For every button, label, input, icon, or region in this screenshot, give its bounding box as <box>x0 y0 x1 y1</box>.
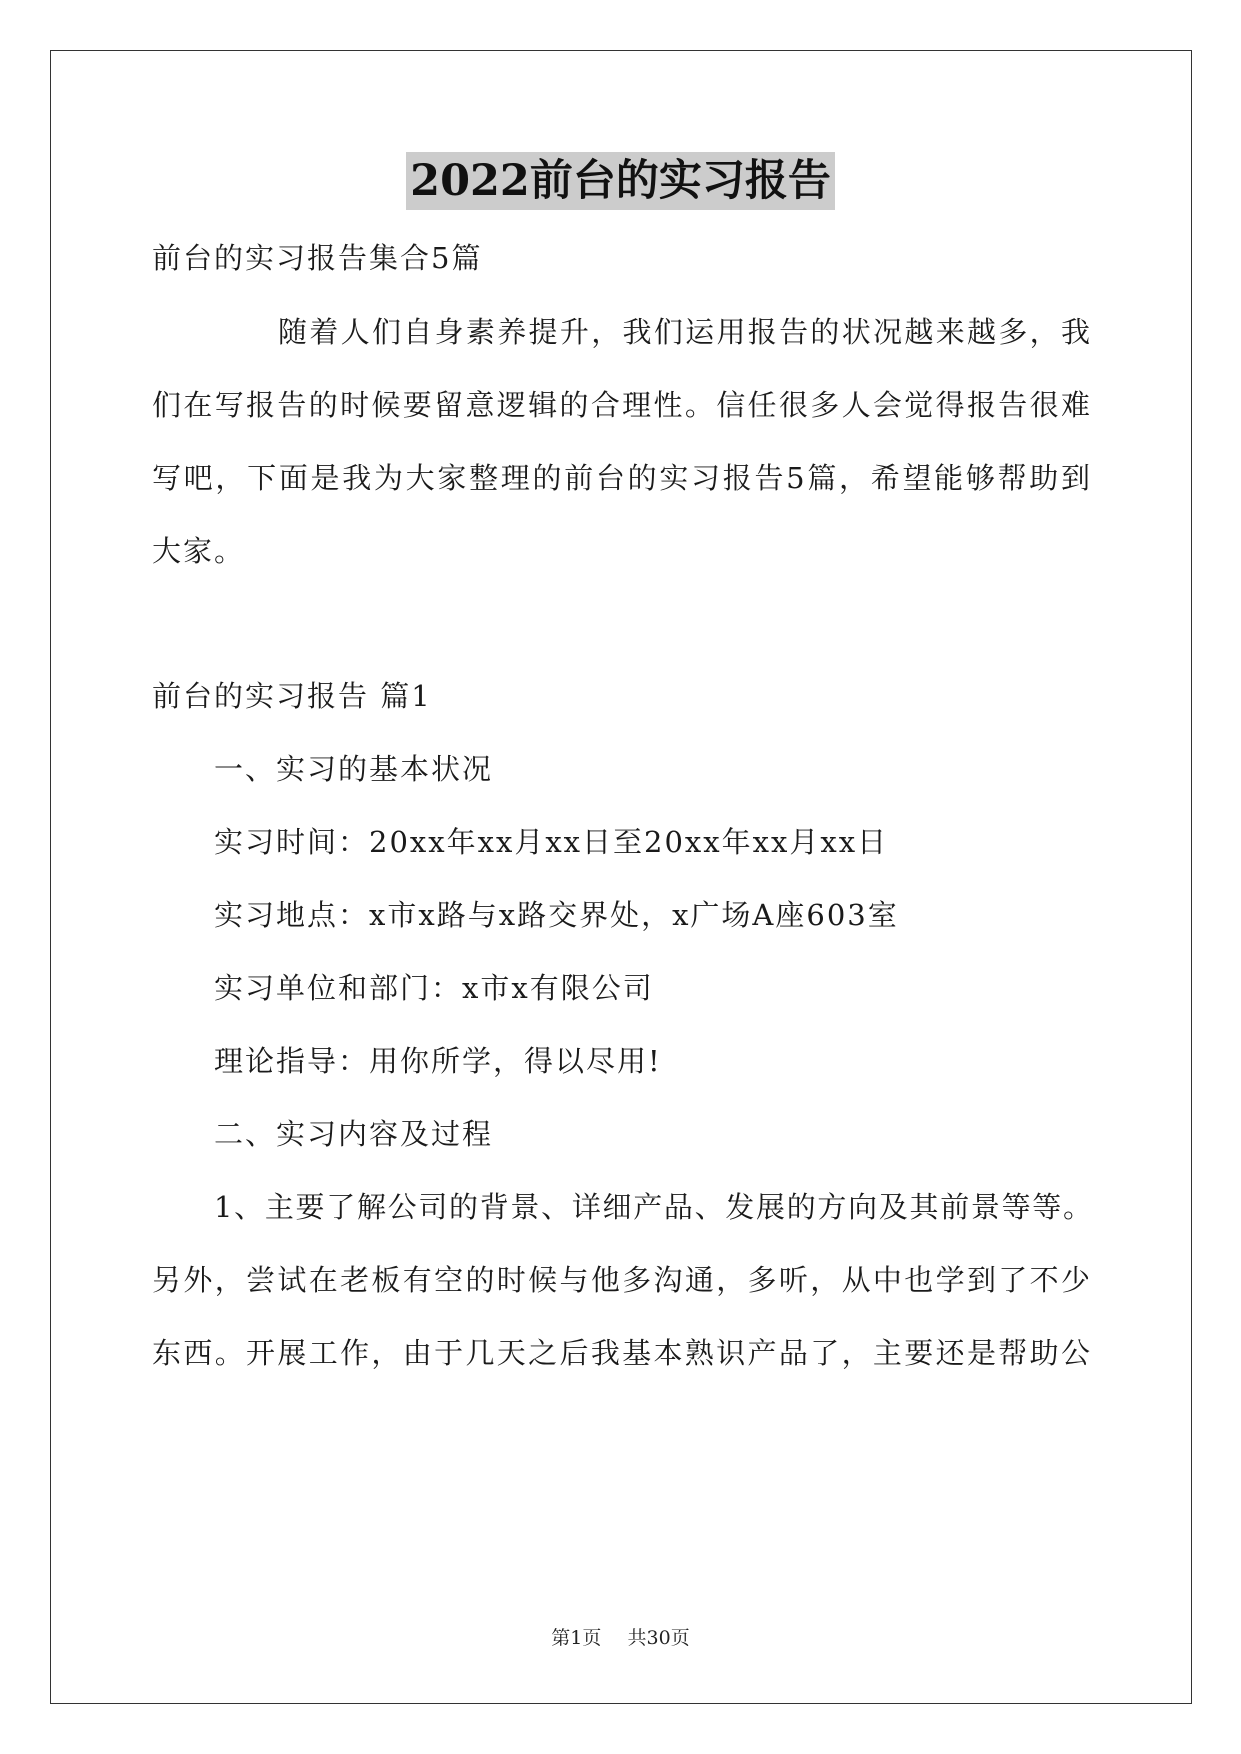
list-item: 实习单位和部门：x市x有限公司 <box>214 971 654 1005</box>
intro-line-2: 们在写报告的时候要留意逻辑的合理性。信任很多人会觉得报告很难 <box>152 388 1090 422</box>
page-footer <box>0 1625 1241 1651</box>
page-total: 共30页 <box>627 1627 690 1649</box>
page-border <box>50 50 1192 1704</box>
list-item: 二、实习内容及过程 <box>214 1117 494 1151</box>
body-line-1: 1、主要了解公司的背景、详细产品、发展的方向及其前景等等。 <box>214 1190 1092 1224</box>
intro-line-4: 大家。 <box>152 534 246 568</box>
list-item: 实习时间：20xx年xx月xx日至20xx年xx月xx日 <box>214 825 889 859</box>
list-item: 理论指导：用你所学，得以尽用! <box>214 1044 662 1078</box>
intro-line-3: 写吧，下面是我为大家整理的前台的实习报告5篇，希望能够帮助到 <box>152 461 1090 495</box>
document-subtitle: 前台的实习报告集合5篇 <box>152 241 483 275</box>
list-item: 实习地点：x市x路与x路交界处，x广场A座603室 <box>214 898 899 932</box>
title-container <box>0 152 1241 210</box>
page-number: 第1页 <box>551 1627 602 1649</box>
document-title: 2022前台的实习报告 <box>406 152 835 210</box>
body-line-2: 另外，尝试在老板有空的时候与他多沟通，多听，从中也学到了不少 <box>152 1263 1090 1297</box>
body-line-3: 东西。开展工作，由于几天之后我基本熟识产品了，主要还是帮助公 <box>152 1336 1090 1370</box>
section-heading: 前台的实习报告 篇1 <box>152 679 432 713</box>
intro-line-1: 随着人们自身素养提升，我们运用报告的状况越来越多，我 <box>278 315 1090 349</box>
list-item: 一、实习的基本状况 <box>214 752 494 786</box>
